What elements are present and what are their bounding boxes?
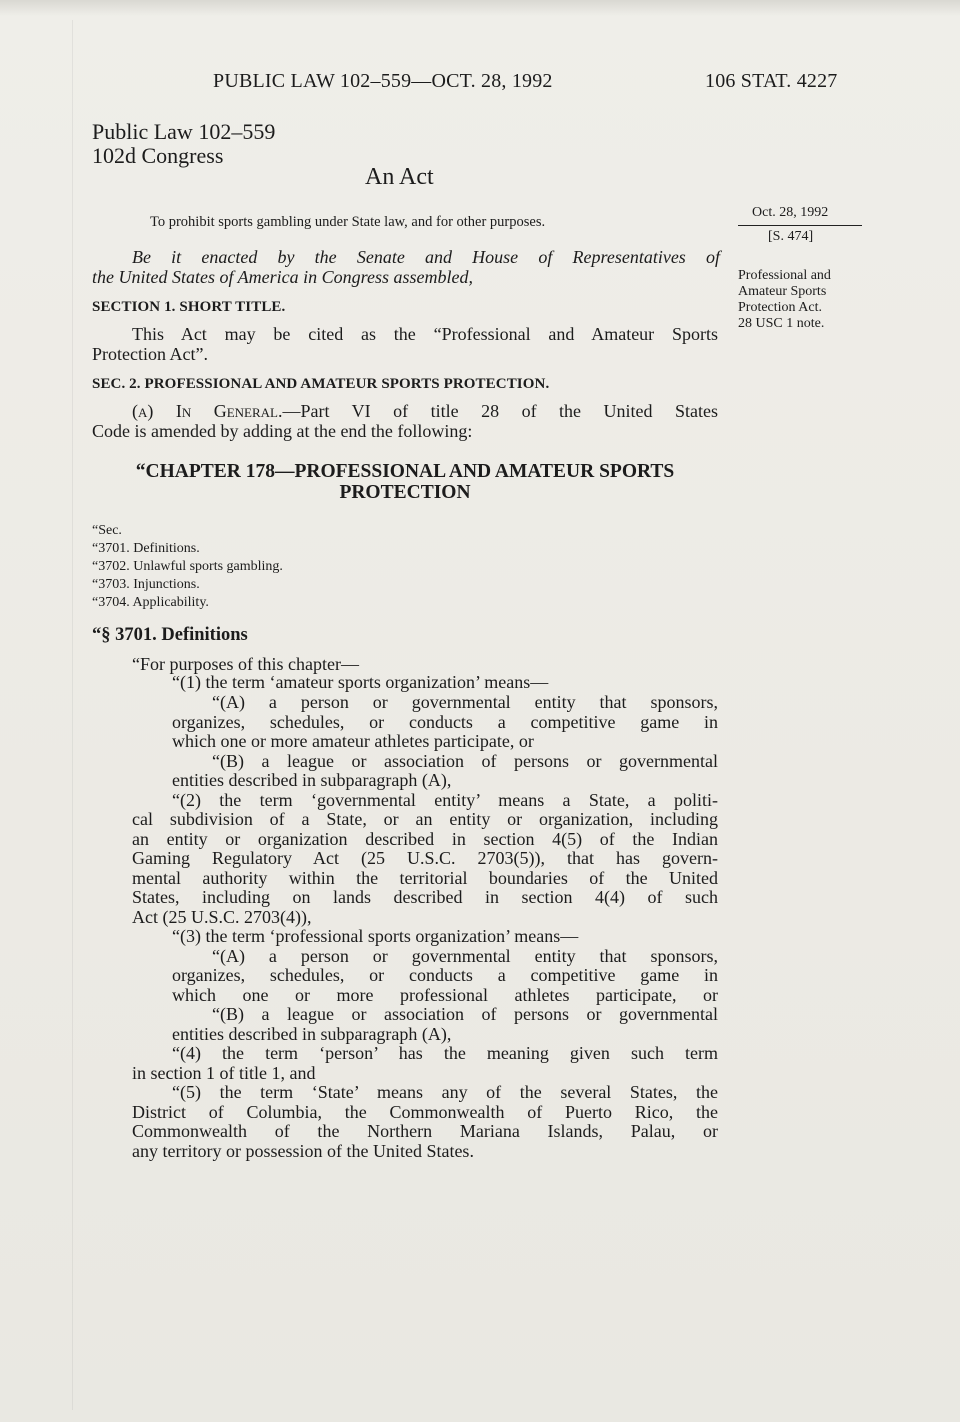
act-title: An Act — [365, 164, 434, 190]
running-head: PUBLIC LAW 102–559—OCT. 28, 1992 — [213, 70, 553, 92]
section-2-subsection-a — [132, 401, 718, 421]
definition-line: District of Columbia, the Commonwealth of Puerto Rico, the — [132, 1102, 718, 1122]
congress-number: 102d Congress — [92, 143, 224, 168]
toc-item: “3703. Injunctions. — [92, 577, 200, 592]
margin-bill: [S. 474] — [768, 229, 814, 244]
margin-note-2: Amateur Sports — [738, 284, 827, 299]
definition-line: Gaming Regulatory Act (25 U.S.C. 2703(5)), that has govern- — [132, 848, 718, 868]
subsection-text: —Part VI of title 28 of the United States — [282, 401, 718, 421]
toc-item: “3701. Definitions. — [92, 541, 200, 556]
definition-line: “(A) a person or governmental entity that sponsors, — [212, 692, 718, 712]
section-2-text-line2: Code is amended by adding at the end the following: — [92, 421, 473, 441]
subsection-label: (a) In General. — [132, 401, 283, 421]
definitions-intro: “For purposes of this chapter— — [132, 654, 359, 674]
enacting-clause-line1: Be it enacted by the Senate and House of Representatives of — [132, 247, 720, 267]
section-3701-heading: “§ 3701. Definitions — [92, 625, 248, 645]
enacting-clause-line2: the United States of America in Congress assembled, — [92, 267, 473, 287]
definition-line: “(B) a league or association of persons or governmental — [212, 1004, 718, 1024]
chapter-heading-line2: PROTECTION — [339, 482, 471, 503]
margin-date: Oct. 28, 1992 — [752, 205, 829, 220]
definition-line: “(2) the term ‘governmental entity’ means a State, a politi- — [172, 790, 718, 810]
scan-shadow — [0, 0, 960, 16]
definition-line: States, including on lands described in section 4(4) of such — [132, 887, 718, 907]
scan-edge — [72, 20, 73, 1410]
definition-line: entities described in subparagraph (A), — [172, 770, 452, 790]
definition-line: “(4) the term ‘person’ has the meaning given such term — [172, 1043, 718, 1063]
definition-line: in section 1 of title 1, and — [132, 1063, 316, 1083]
definition-line: “(B) a league or association of persons or governmental — [212, 751, 718, 771]
definition-line: Commonwealth of the Northern Mariana Islands, Palau, or — [132, 1121, 718, 1141]
stat-reference: 106 STAT. 4227 — [705, 70, 838, 92]
chapter-heading-line1: “CHAPTER 178—PROFESSIONAL AND AMATEUR SPORTS — [135, 461, 675, 482]
toc-header: “Sec. — [92, 523, 122, 538]
definition-line: any territory or possession of the United States. — [132, 1141, 474, 1161]
toc-item: “3702. Unlawful sports gambling. — [92, 559, 283, 574]
definition-line: “(A) a person or governmental entity that sponsors, — [212, 946, 718, 966]
toc-item: “3704. Applicability. — [92, 595, 209, 610]
margin-note-4: 28 USC 1 note. — [738, 316, 825, 331]
act-purpose: To prohibit sports gambling under State law, and for other purposes. — [150, 214, 546, 230]
definition-line: cal subdivision of a State, or an entity or organization, including — [132, 809, 718, 829]
definition-line: an entity or organization described in section 4(5) of the Indian — [132, 829, 718, 849]
section-1-heading: SECTION 1. SHORT TITLE. — [92, 299, 286, 315]
section-1-text-line1: This Act may be cited as the “Professional and Amateur Sports — [132, 324, 718, 344]
definition-line: organizes, schedules, or conducts a competitive game in — [172, 965, 718, 985]
section-1-text-line2: Protection Act”. — [92, 344, 208, 364]
margin-rule — [738, 225, 862, 226]
margin-note-1: Professional and — [738, 268, 831, 283]
definition-line: mental authority within the territorial boundaries of the United — [132, 868, 718, 888]
definition-line: “(1) the term ‘amateur sports organization’ means— — [172, 672, 549, 692]
section-2-heading: SEC. 2. PROFESSIONAL AND AMATEUR SPORTS PROTECTION. — [92, 376, 550, 392]
definition-line: which one or more professional athletes participate, or — [172, 985, 718, 1005]
definition-line: “(3) the term ‘professional sports organization’ means— — [172, 926, 579, 946]
definition-line: organizes, schedules, or conducts a competitive game in — [172, 712, 718, 732]
definition-line: which one or more amateur athletes participate, or — [172, 731, 534, 751]
definition-line: Act (25 U.S.C. 2703(4)), — [132, 907, 312, 927]
margin-note-3: Protection Act. — [738, 300, 822, 315]
public-law-number: Public Law 102–559 — [92, 119, 276, 144]
definition-line: “(5) the term ‘State’ means any of the several States, the — [172, 1082, 718, 1102]
definition-line: entities described in subparagraph (A), — [172, 1024, 452, 1044]
